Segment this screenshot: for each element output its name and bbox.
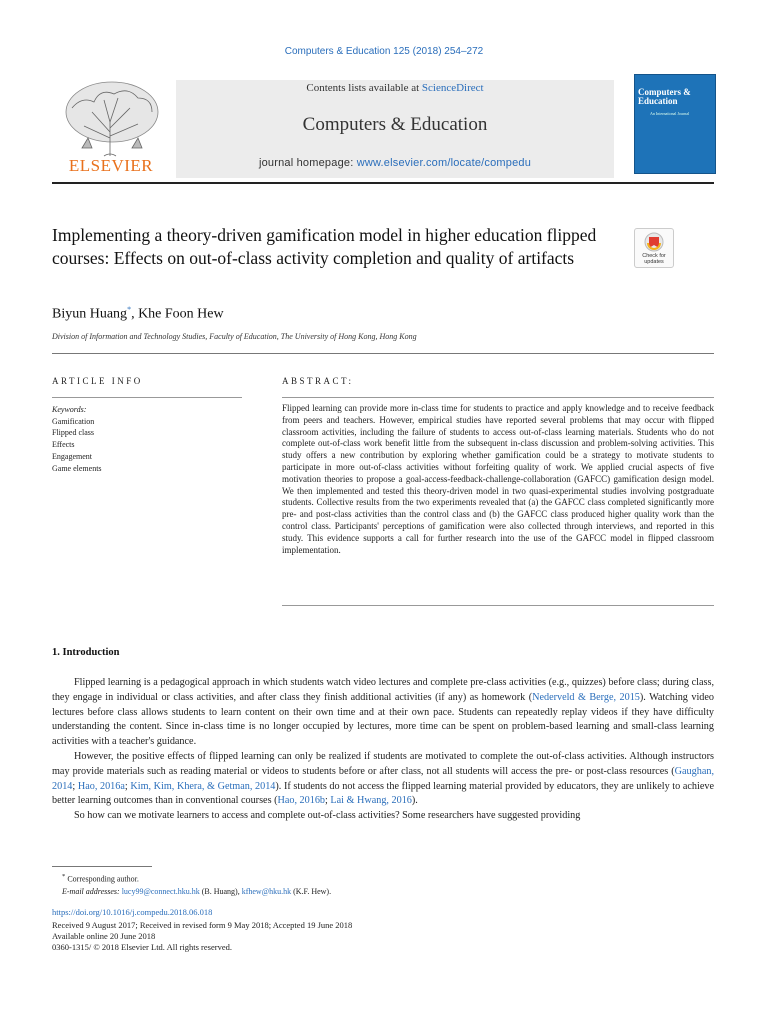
contents-line [176,82,614,94]
journal-citation-link[interactable]: Computers & Education 125 (2018) 254–272 [284,46,484,57]
homepage-prefix: journal homepage: [258,157,357,169]
received-dates: Received 9 August 2017; Received in revised form 9 May 2018; Accepted 19 June 2018 [52,920,353,930]
footnotes [52,871,714,898]
citation-separator: ; [72,780,78,792]
elsevier-wordmark: ELSEVIER [68,156,154,175]
footnote-mark: * [62,873,66,880]
publication-dates [52,920,352,953]
footnote-corresponding [52,871,714,886]
intro-paragraph [52,750,714,809]
crossmark-label: Check for updates [642,253,666,265]
keywords-list [52,404,242,474]
article-title: Implementing a theory-driven gamification model in higher education flipped courses: Effects on out-of-class activity completion and quality of artifacts [52,225,597,268]
citation-link[interactable]: Nederveld & Berge, 2015 [532,691,640,703]
section-heading-introduction: 1. Introduction [52,647,120,658]
cover-subtitle: An International Journal [650,111,690,116]
email-label: E-mail addresses: [62,886,122,896]
citation-link[interactable]: Hao, 2016b [277,795,326,807]
contents-prefix: Contents lists available at [306,82,422,94]
keyword-item: Gamification [52,416,95,426]
email-link-hew[interactable]: kfhew@hku.hk [241,886,292,896]
intro-text: ). Watching video lectures before class allows students to learn content on their own time and at their own pace. Students can repeatedly replay videos if they have difficulty understanding the content. Since in-class time is no longer occupied by lectures, more time can be spent on problem-based learning and small-class learning activities with a teacher's guidance. [52,691,714,748]
keywords-label: Keywords: [52,405,87,414]
introduction-body [52,676,714,824]
abstract-heading: ABSTRACT: [282,376,354,386]
footnote-emails [52,886,714,898]
citation-separator: ; [325,795,331,807]
intro-text: ). If students do not access the flipped learning material provided by educators, they are unlikely to achieve better learning outcomes than in conventional courses ( [52,780,714,807]
copyright-line: 0360-1315/ © 2018 Elsevier Ltd. All rights reserved. [52,942,232,952]
title-rule [52,353,714,354]
citation-link[interactable]: Lai & Hwang, 2016 [330,795,412,807]
keyword-item: Effects [52,440,75,450]
article-info-heading: ARTICLE INFO [52,376,143,386]
intro-paragraph [52,676,714,750]
keyword-item: Engagement [52,451,92,461]
corresponding-author-mark[interactable]: * [127,305,132,314]
email-link-huang[interactable]: lucy99@connect.hku.hk [121,886,200,896]
journal-name: Computers & Education [302,114,488,135]
intro-text: However, the positive effects of flipped learning can only be realized if students are motivated to complete the out-of-class activities. Although instructors may provide materials such as reading material or videos to students before or after class, not all students will access the pre- or post-class resources ( [52,750,714,777]
author-separator: , [131,306,139,322]
author-huang: Biyun Huang [52,306,128,322]
sciencedirect-link[interactable]: ScienceDirect [421,82,484,94]
citation-separator: ; [124,780,131,792]
crossmark-icon [635,229,673,255]
homepage-link[interactable]: www.elsevier.com/locate/compedu [356,157,532,169]
abstract-text: Flipped learning can provide more in-class time for students to practice and apply knowledge and to receive feedback from peers and teachers. However, empirical studies have reported several problems that may occur with flipped classroom activities, including the failure of students to access out-of-class learning materials. Students who do not complete out-of-class work benefit little from the subsequent in-class discussion and problem-solving activities. This study offers a new contribution by exploring whether gamification could be a strategy to motivate students to participate in more out-of-class activities without forfeiting quality of work. We applied crucial aspects of five motivation theories to propose a goal-access-feedback-challenge-collaboration (GAFCC) gamification design model. We then implemented and tested this theory-driven model in two quasi-experimental studies involving postgraduate students. Collective results from the two experiments revealed that (a) the GAFCC class completed significantly more pre- and post-class activities than the control class and (b) the GAFCC class produced higher quality work than the control class. Participants' perceptions of gamification were also collected through interviews, and reported in this study. This evidence supports a call for further research into the use of the GAFCC model in flipped classroom implementation. [282,403,714,555]
available-online: Available online 20 June 2018 [52,931,156,941]
footnote-rule [52,866,152,867]
abstract-rule [282,397,714,398]
doi-link[interactable]: https://doi.org/10.1016/j.compedu.2018.06.018 [52,907,213,917]
intro-text: ). [411,795,418,807]
homepage-line [176,157,614,169]
article-info-rule [52,397,242,398]
abstract-bottom-rule [282,605,714,606]
affiliation: Division of Information and Technology Studies, Faculty of Education, The University of Hong Kong, Hong Kong [52,332,417,341]
citation-link[interactable]: Kim, Kim, Khera, & Getman, 2014 [130,780,276,792]
author-list [52,305,224,323]
citation-link[interactable]: Hao, 2016a [77,780,125,792]
cover-title: Computers & Education [638,87,691,106]
footnote-corresponding-text: Corresponding author. [67,874,139,884]
keyword-item: Flipped class [52,428,94,438]
header-rule [52,182,714,184]
email-owner: (K.F. Hew). [291,886,332,896]
citation-link[interactable]: Gaughan, 2014 [52,765,714,792]
intro-paragraph: So how can we motivate learners to access and complete out-of-class activities? Some researchers have suggested providing [74,810,581,822]
keyword-item: Game elements [52,463,102,473]
intro-text: Flipped learning is a pedagogical approach in which students watch video lectures and complete pre-class activities (e.g., quizzes) before class; during class, they engage in individual or class activities, and after class they finish additional activities (if any) as homework ( [52,677,714,703]
author-hew: Khe Foon Hew [138,306,224,322]
email-owner: (B. Huang), [199,886,242,896]
